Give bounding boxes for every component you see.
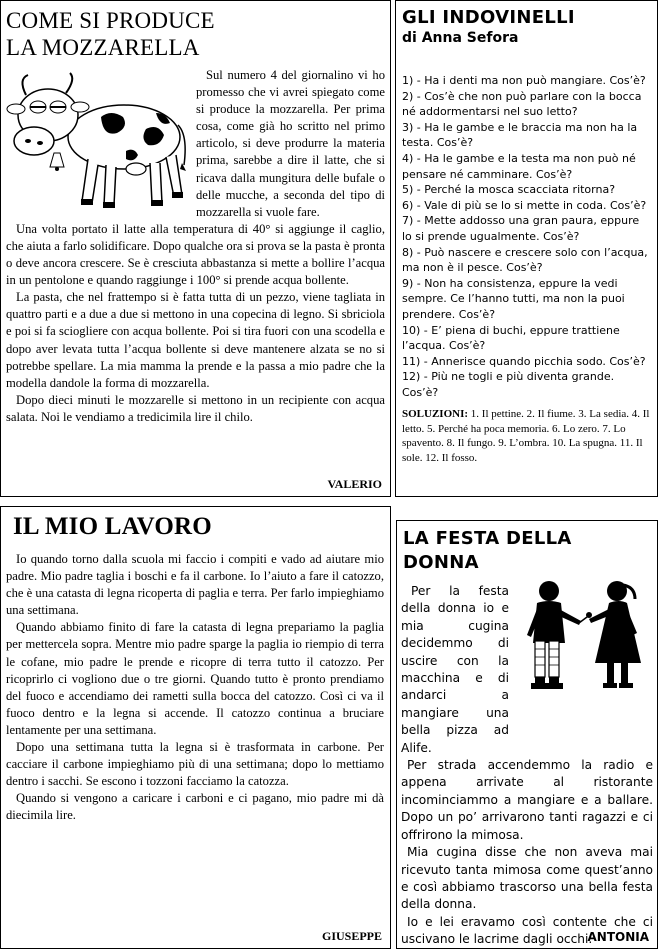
article-title — [403, 527, 572, 575]
paragraph: Per strada accendemmo la radio e appena arrivate al ristorante incominciammo a mangiare e a ballare. Dopo un po’ arrivarono tanti ragazzi e ci offrirono la mimosa. — [401, 758, 653, 842]
riddle-item: 9) - Non ha consistenza, eppure la vedi sempre. Ce l’hanno tutti, ma non la puoi prendere. Cos’è? — [402, 276, 625, 321]
paragraph: Dopo dieci minuti le mozzarelle si mettono in un recipiente con acqua salata. Noi le vendiamo a tredicimila lire il chilo. — [6, 392, 385, 424]
title-line-2: DONNA — [403, 552, 479, 573]
title-line-2: LA MOZZARELLA — [6, 35, 200, 60]
children-silhouette-icon — [513, 579, 653, 727]
author-signature: ANTONIA — [587, 930, 649, 944]
paragraph: Io quando torno dalla scuola mi faccio i compiti e vado ad aiutare mio padre. Mio padre taglia i boschi e fa il carbone. Io l’aiuto a fare il catozzo, che è una catasta di legna ricoperta di paglia e terra. Per farlo impieghiamo una settimana. — [6, 552, 384, 618]
riddle-item: 8) - Può nascere e crescere solo con l’acqua, ma non è il pesce. Cos’è? — [402, 245, 648, 275]
article-title — [6, 7, 215, 61]
solutions — [402, 407, 652, 465]
riddle-item: 2) - Cos’è che non può parlare con la bocca né addormentarsi nel suo letto? — [402, 89, 642, 119]
title-line-1: COME SI PRODUCE — [6, 8, 215, 33]
paragraph: Una volta portato il latte alla temperatura di 40° si aggiunge il caglio, che aiuta a farlo solidificare. Dopo qualche ora si prova se la pasta è pronta o deve ancora crescere. Se è cresciuta abbastanza si mette a bollire l’acqua in un pentolone e quando raggiunge i 100° si prende acqua bollente. — [6, 221, 385, 288]
solutions-label: SOLUZIONI: — [402, 408, 469, 421]
paragraph: La pasta, che nel frattempo si è fatta tutta di un pezzo, viene tagliata in quattro parti e a due a due si mettono in una copecina di legno. Si sbriciola e poi si fa sciogliere con acqua bollente. Poi si tira fuori con una scodella e dopo aver levata tutta l’acqua bollente si deve mantenere alzata se no si potrebbe spellare. La mia mamma la prende e la passa a mio padre che la modella dandole la forma di mozzarella. — [6, 290, 385, 390]
paragraph: Io e lei eravamo così contente che ci uscivano le lacrime dagli occhi. — [401, 914, 653, 947]
article-subtitle: di Anna Sefora — [402, 30, 519, 46]
riddle-item: 12) - Più ne togli e più diventa grande. Cos’è? — [402, 370, 615, 399]
paragraph: Quando si vengono a caricare i carboni e ci pagano, mio padre mi dà diecimila lire. — [6, 791, 384, 823]
riddle-item: 6) - Vale di più se lo si mette in coda. Cos’è? — [402, 198, 647, 212]
author-signature: VALERIO — [327, 477, 382, 491]
title-line-1: LA FESTA DELLA — [403, 528, 572, 549]
article-festa — [396, 520, 658, 949]
riddle-item: 11) - Annerisce quando picchia sodo. Cos’è? — [402, 354, 646, 368]
riddle-item: 10) - E’ piena di buchi, eppure trattiene l’acqua. Cos’è? — [402, 323, 620, 353]
cow-icon — [6, 69, 190, 219]
author-signature: GIUSEPPE — [321, 929, 382, 943]
article-title: IL MIO LAVORO — [13, 513, 212, 540]
article-mozzarella — [0, 0, 391, 497]
article-title: GLI INDOVINELLI — [402, 7, 575, 28]
article-indovinelli — [395, 0, 658, 497]
riddle-item: 3) - Ha le gambe e le braccia ma non ha la testa. Cos’è? — [402, 120, 638, 150]
paragraph: Dopo una settimana tutta la legna si è trasformata in carbone. Per cacciare il carbone impieghiamo più di una settimana; dopo lo mettiamo dentro i sacchi. Se escono i tozzoni facciamo la catozza. — [6, 740, 384, 789]
paragraph: Quando abbiamo finito di fare la catasta di legna prepariamo la paglia per mettercela sopra. Mentre mio padre sparge la paglia io riempio di terra le cofane, mio padre le prende e ricopre di terra tutto il catozzo. Per ricoprirlo ci vogliono due o tre giorni. Quando tutto è pronto prendiamo del fuoco e accendiamo dei rametti sulla bocca del catozzo. Così ci va il fuoco dentro e la legna si accende. Il catozzo continua a bruciare lentamente per una settimana. — [6, 620, 384, 737]
article-lavoro — [0, 506, 391, 949]
paragraph: Per la festa della donna io e mia cugina decidemmo di uscire con la macchina e di andarci a mangiare una bella pizza ad Alife. — [401, 584, 509, 755]
paragraph: Mia cugina disse che non aveva mai ricevuto tanta mimosa come quest’anno e così abbiamo trascorso una bella festa della donna. — [401, 845, 653, 912]
riddle-item: 7) - Mette addosso una gran paura, eppure lo si prende ugualmente. Cos’è? — [402, 214, 640, 243]
riddle-item: 1) - Ha i denti ma non può mangiare. Cos’è? — [402, 74, 646, 87]
riddle-item: 4) - Ha le gambe e la testa ma non può né pensare né camminare. Cos’è? — [402, 151, 636, 181]
solutions-text: 1. Il pettine. 2. Il fiume. 3. La sedia. 4. Il letto. 5. Perché ha poca memoria. 6. Lo zero. 7. Lo spavento. 8. Il fungo. 9. L’ombra. 10. La spugna. 11. Il sole. 12. Il fosso. — [402, 408, 650, 464]
riddle-item: 5) - Perché la mosca scacciata ritorna? — [402, 183, 616, 197]
paragraph: Sul numero 4 del giornalino vi ho promesso che vi avrei spiegato come si produce la mozzarella. Per prima cosa, come già ho scritto nel primo articolo, si deve produrre la materia prima, sarebbe a dire il latte, che si ricava dalla mungitura delle bufale o delle mucche, a seconda del tipo di mozzarella si vuole fare. — [196, 68, 385, 219]
